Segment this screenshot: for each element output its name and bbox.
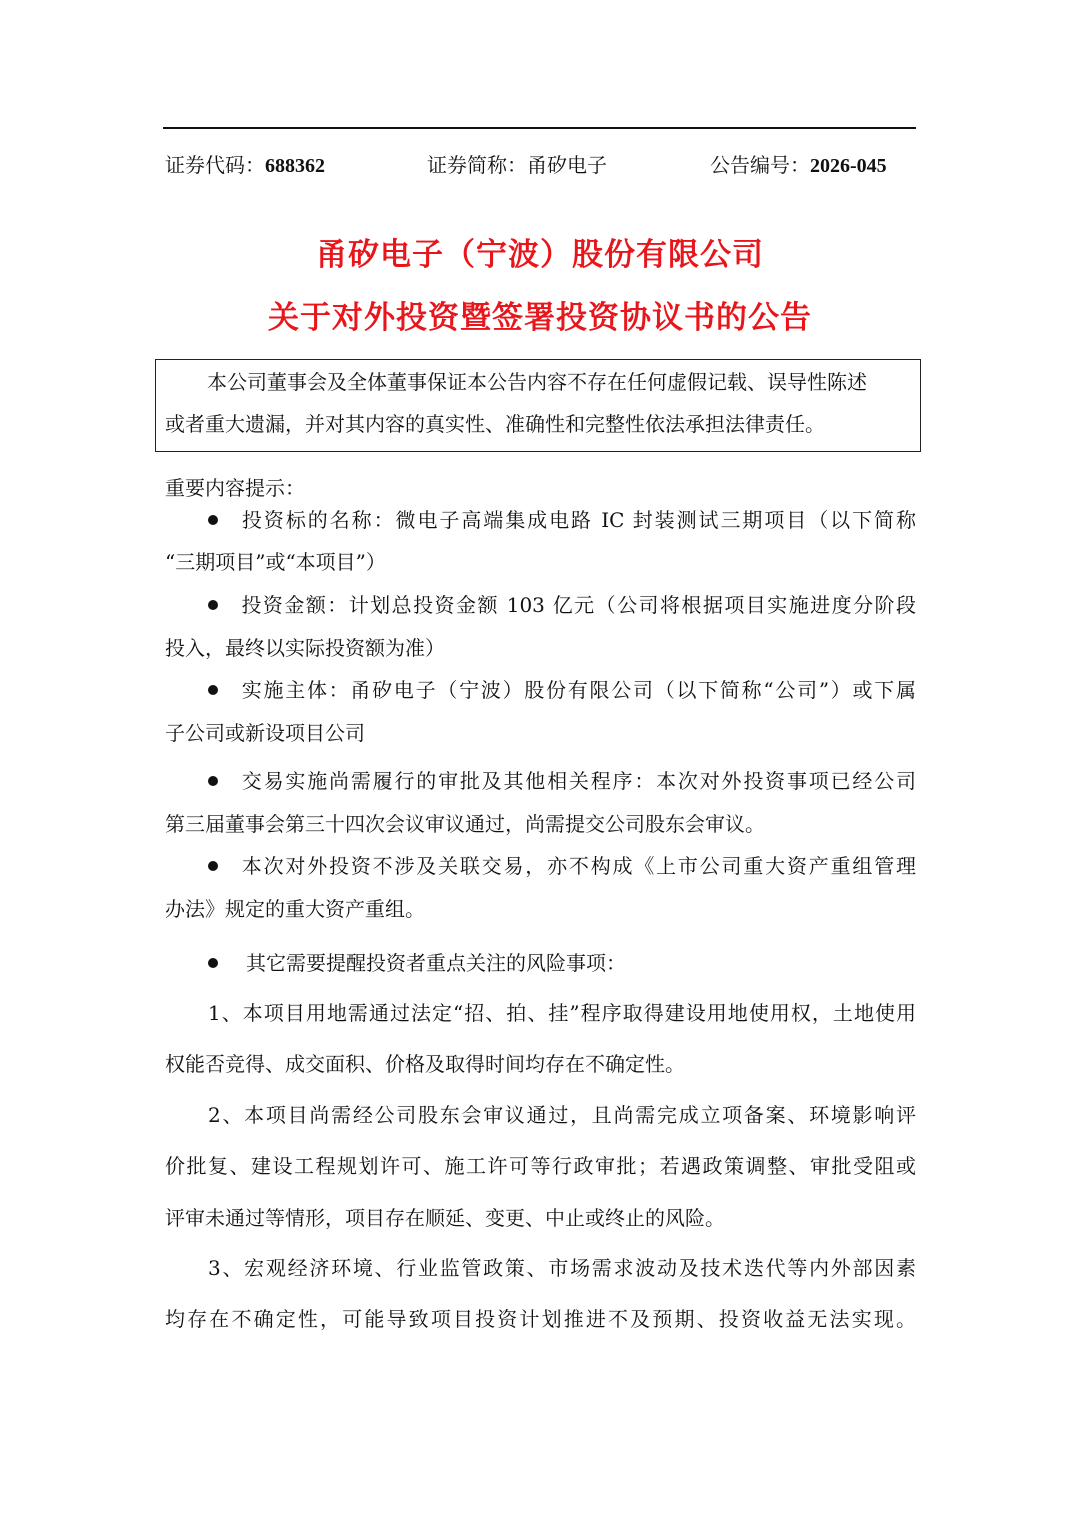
risk-item-line: 3、宏观经济环境、行业监管政策、市场需求波动及技术迭代等内外部因素	[208, 1256, 916, 1280]
summary-item-text: 投资标的名称：微电子高端集成电路 IC 封装测试三期项目（以下简称	[240, 508, 916, 532]
summary-item-line	[208, 851, 916, 881]
disclaimer-line-2: 或者重大遗漏，并对其内容的真实性、准确性和完整性依法承担法律责任。	[165, 412, 825, 436]
summary-item-line: “三期项目”或“本项目”）	[165, 550, 386, 574]
security-code-label: 证券代码：	[165, 153, 265, 177]
notice-number-value: 2026-045	[810, 155, 887, 177]
summary-item-line: 第三届董事会第三十四次会议审议通过，尚需提交公司股东会审议。	[165, 812, 765, 836]
security-abbreviation	[427, 150, 607, 180]
summary-item-line: 投入，最终以实际投资额为准）	[165, 636, 445, 660]
summary-item-text: 投资金额：计划总投资金额 103 亿元（公司将根据项目实施进度分阶段	[240, 593, 916, 617]
summary-item-text: 交易实施尚需履行的审批及其他相关程序：本次对外投资事项已经公司	[240, 769, 916, 793]
risk-item-line: 权能否竞得、成交面积、价格及取得时间均存在不确定性。	[165, 1052, 685, 1076]
summary-item-line	[208, 675, 916, 705]
security-code	[165, 150, 325, 180]
bullet-icon	[208, 861, 218, 871]
risks-heading-text: 其它需要提醒投资者重点关注的风险事项：	[246, 951, 626, 975]
bullet-icon	[208, 600, 218, 610]
title-company: 甬矽电子（宁波）股份有限公司	[316, 237, 764, 273]
risk-item-line: 价批复、建设工程规划许可、施工许可等行政审批；若遇政策调整、审批受阻或	[165, 1154, 916, 1178]
bullet-icon	[208, 776, 218, 786]
bullet-icon	[208, 515, 218, 525]
title-subject: 关于对外投资暨签署投资协议书的公告	[268, 300, 812, 336]
risk-item-line: 均存在不确定性，可能导致项目投资计划推进不及预期、投资收益无法实现。	[165, 1307, 916, 1331]
notice-number	[710, 150, 887, 180]
summary-item-line	[208, 590, 916, 620]
bullet-icon	[208, 685, 218, 695]
summary-item-text: 实施主体：甬矽电子（宁波）股份有限公司（以下简称“公司”）或下属	[240, 678, 916, 702]
top-rule	[163, 127, 916, 129]
summary-heading: 重要内容提示：	[165, 476, 305, 500]
risk-item-line: 2、本项目尚需经公司股东会审议通过，且尚需完成立项备案、环境影响评	[208, 1103, 916, 1127]
summary-item-line	[208, 766, 916, 796]
security-abbreviation-value: 甬矽电子	[527, 153, 607, 177]
security-code-value: 688362	[265, 155, 325, 177]
notice-number-label: 公告编号：	[710, 153, 810, 177]
summary-item-text: 本次对外投资不涉及关联交易，亦不构成《上市公司重大资产重组管理	[240, 854, 916, 878]
risk-item-line: 1、本项目用地需通过法定“招、拍、挂”程序取得建设用地使用权，土地使用	[208, 1001, 916, 1025]
summary-item-line: 子公司或新设项目公司	[165, 721, 365, 745]
disclaimer-line-1: 本公司董事会及全体董事保证本公告内容不存在任何虚假记载、误导性陈述	[207, 370, 867, 394]
risk-item-line: 评审未通过等情形，项目存在顺延、变更、中止或终止的风险。	[165, 1206, 725, 1230]
security-abbreviation-label: 证券简称：	[427, 153, 527, 177]
risks-heading	[208, 948, 626, 978]
summary-item-line: 办法》规定的重大资产重组。	[165, 897, 425, 921]
bullet-icon	[208, 958, 218, 968]
summary-item-line	[208, 505, 916, 535]
